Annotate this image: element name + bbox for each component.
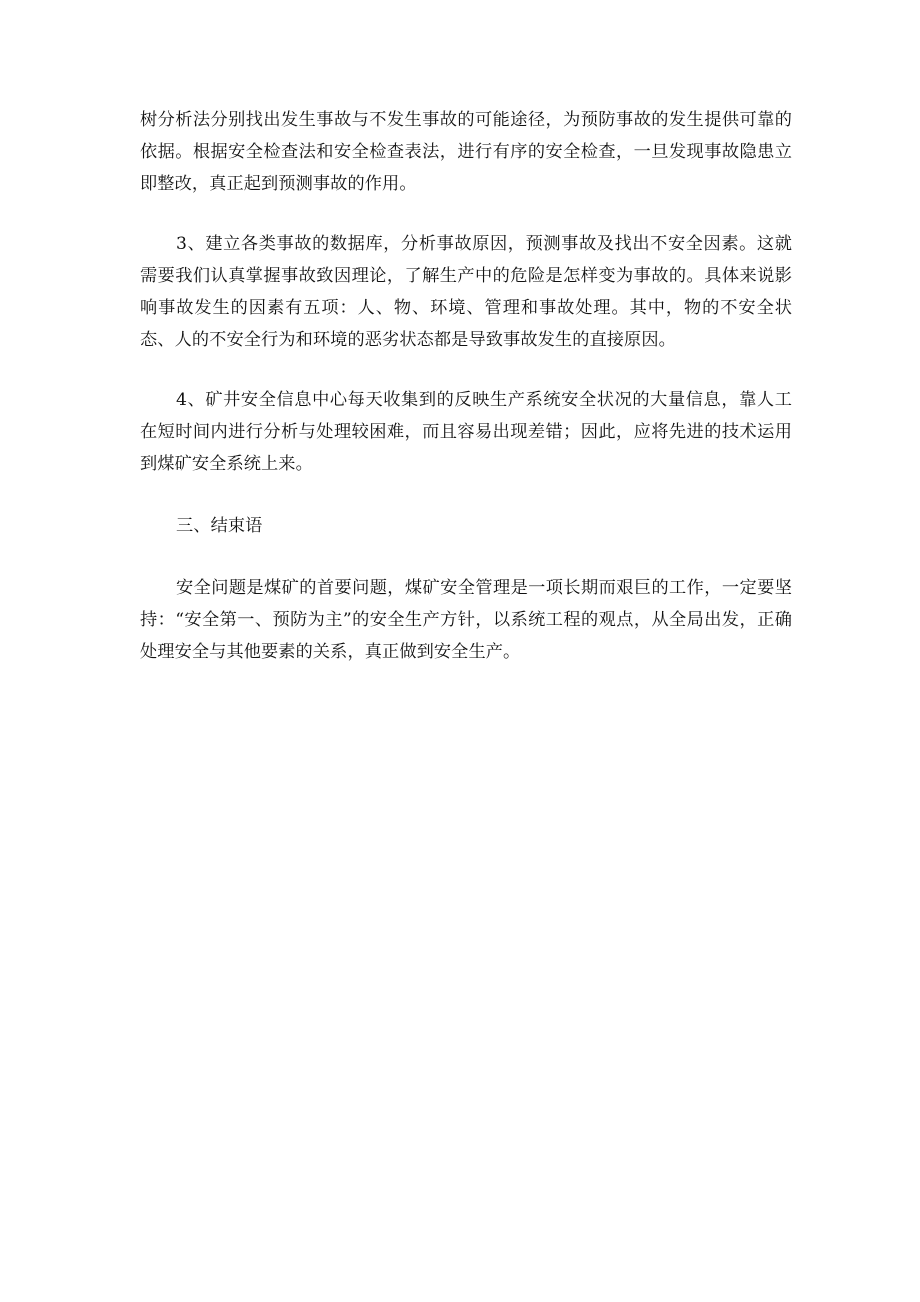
paragraph-conclusion: 安全问题是煤矿的首要问题，煤矿安全管理是一项长期而艰巨的工作，一定要坚持：“安全第一、预防为主”的安全生产方针，以系统工程的观点，从全局出发，正确处理安全与其他要素的关系，真正做到安全生产。 <box>140 578 792 662</box>
paragraph-safety-information-center: 4、矿井安全信息中心每天收集到的反映生产系统安全状况的大量信息，靠人工在短时间内进行分析与处理较困难，而且容易出现差错；因此，应将先进的技术运用到煤矿安全系统上来。 <box>140 390 792 474</box>
paragraph-accident-database: 3、建立各类事故的数据库，分析事故原因，预测事故及找出不安全因素。这就需要我们认真掌握事故致因理论，了解生产中的危险是怎样变为事故的。具体来说影响事故发生的因素有五项：人、物、环境、管理和事故处理。其中，物的不安全状态、人的不安全行为和环境的恶劣状态都是导致事故发生的直接原因。 <box>140 234 792 350</box>
document-body <box>140 104 792 668</box>
section-heading-conclusion: 三、结束语 <box>176 516 263 536</box>
paragraph-fault-tree-analysis: 树分析法分别找出发生事故与不发生事故的可能途径，为预防事故的发生提供可靠的依据。根据安全检查法和安全检查表法，进行有序的安全检查，一旦发现事故隐患立即整改，真正起到预测事故的作用。 <box>140 110 792 194</box>
